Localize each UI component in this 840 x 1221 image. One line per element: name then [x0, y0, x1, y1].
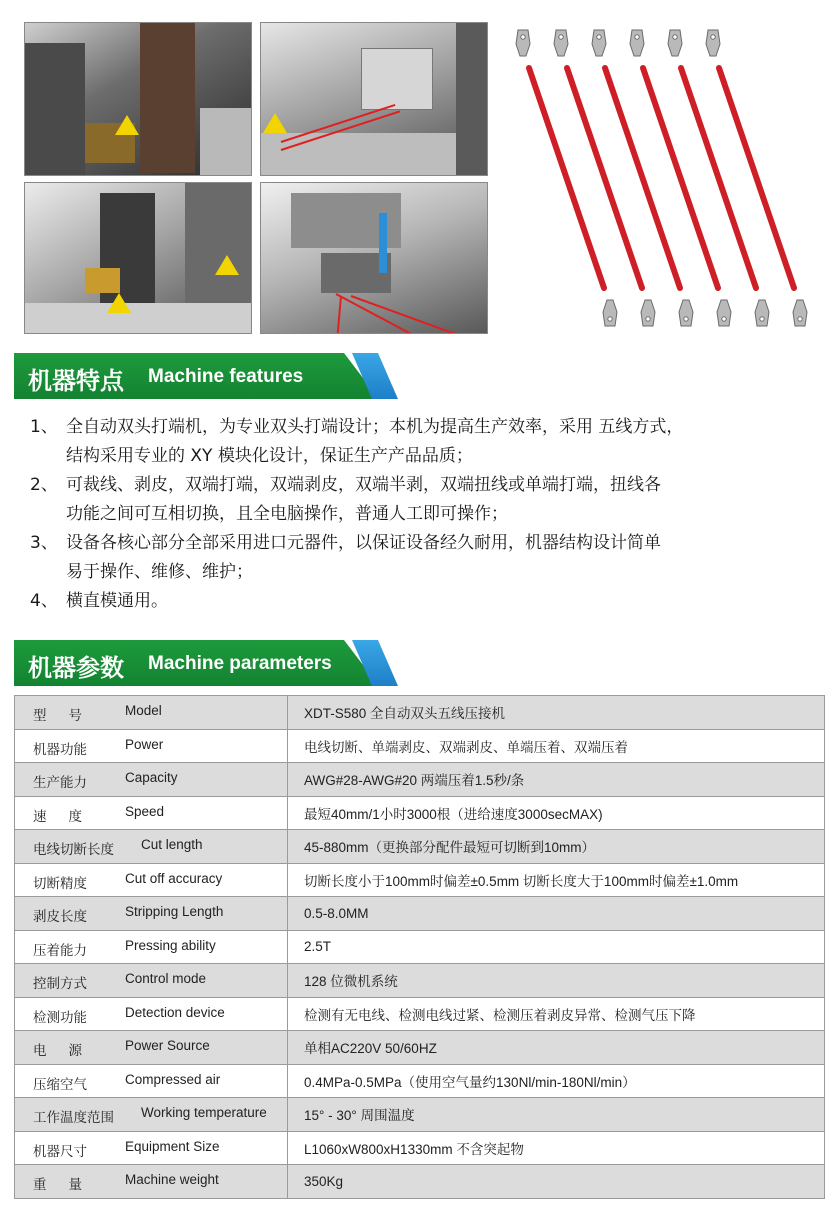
crimp-terminal: [755, 300, 769, 326]
param-name-cn: 剥皮长度: [33, 909, 87, 925]
features-title-en: Machine features: [148, 366, 304, 387]
param-name-en: Working temperature: [141, 1105, 267, 1120]
param-name-en: Capacity: [125, 770, 178, 785]
param-value-cell: 350Kg: [288, 1165, 825, 1199]
feature-number: 3、: [30, 533, 58, 553]
feature-number: 4、: [30, 591, 58, 611]
param-name-cn: 压着能力: [33, 942, 87, 959]
feature-line: 设备各核心部分全部采用进口元器件，以保证设备经久耐用，机器结构设计简单: [66, 533, 661, 553]
terminal-hole: [760, 317, 764, 321]
photo-crimp-head-closeup: [24, 22, 252, 176]
param-name-cn: 机器尺寸: [33, 1143, 87, 1160]
parameters-banner: [14, 640, 398, 686]
feature-line: 横直模通用。: [66, 591, 168, 611]
feature-item: [30, 471, 810, 529]
feature-number: 1、: [30, 417, 58, 437]
param-name-cn: 生产能力: [33, 775, 87, 791]
red-wire: [605, 68, 680, 288]
param-name-en: Cut off accuracy: [125, 870, 223, 886]
red-wire: [719, 68, 794, 288]
crimp-terminal: [717, 300, 731, 326]
table-row: [15, 1098, 825, 1132]
param-name-cell: [15, 796, 288, 830]
feature-line: 可裁线、剥皮，双端打端，双端剥皮，双端半剥，双端扭线或单端打端，扭线各: [66, 475, 661, 495]
photo-wire-feeder-laser: [260, 22, 488, 176]
param-value-cell: 切断长度小于100mm时偏差±0.5mm 切断长度大于100mm时偏差±1.0mm: [288, 863, 825, 897]
param-name-cell: [15, 1098, 288, 1132]
param-name-en: Detection device: [125, 1004, 225, 1020]
terminal-hole: [798, 317, 802, 321]
param-name-cell: [15, 1064, 288, 1098]
param-name-cell: [15, 897, 288, 931]
crimp-terminal: [592, 30, 606, 56]
table-row: [15, 729, 825, 763]
red-wire: [681, 68, 756, 288]
param-name-en: Power Source: [125, 1038, 210, 1053]
terminal-hole: [597, 35, 601, 39]
param-name-en: Machine weight: [125, 1172, 219, 1187]
crimp-terminal: [641, 300, 655, 326]
param-value-cell: 0.4MPa-0.5MPa（使用空气量约130Nl/min-180Nl/min）: [288, 1064, 825, 1098]
param-name-cn: 速度: [33, 808, 104, 825]
table-row: [15, 796, 825, 830]
param-value-cell: L1060xW800xH1330mm 不含突起物: [288, 1131, 825, 1165]
terminal-hole: [608, 317, 612, 321]
param-name-cn: 压缩空气: [33, 1076, 87, 1093]
param-name-cell: [15, 863, 288, 897]
param-name-cn: 控制方式: [33, 976, 87, 992]
crimp-terminal: [554, 30, 568, 56]
feature-line: 结构采用专业的 XY 模块化设计，保证生产产品品质；: [66, 446, 473, 466]
red-wire: [643, 68, 718, 288]
terminal-hole: [722, 317, 726, 321]
crimp-terminal: [706, 30, 720, 56]
table-row: [15, 1064, 825, 1098]
param-name-cell: [15, 997, 288, 1031]
photo-crimp-applicator: [24, 182, 252, 334]
param-name-en: Equipment Size: [125, 1138, 220, 1154]
table-row: [15, 863, 825, 897]
param-name-en: Compressed air: [125, 1071, 221, 1087]
feature-line: 易于操作、维修、维护；: [66, 562, 253, 582]
parameters-table: [14, 695, 825, 1199]
table-row: [15, 930, 825, 964]
feature-number: 2、: [30, 475, 58, 495]
table-row: [15, 1031, 825, 1065]
table-row: [15, 1165, 825, 1199]
terminal-hole: [684, 317, 688, 321]
terminal-hole: [521, 35, 525, 39]
parameters-title-cn: 机器参数: [28, 654, 124, 682]
param-name-cell: [15, 729, 288, 763]
crimp-terminal: [516, 30, 530, 56]
param-name-cn: 机器功能: [33, 741, 87, 758]
crimp-terminal: [793, 300, 807, 326]
feature-line: 全自动双头打端机，为专业双头打端设计；本机为提高生产效率，采用 五线方式，: [66, 417, 684, 437]
param-name-cell: [15, 1131, 288, 1165]
red-wire: [567, 68, 642, 288]
param-name-en: Power: [125, 736, 164, 752]
param-value-cell: 最短40mm/1小时3000根（进给速度3000secMAX): [288, 796, 825, 830]
photo-twisting-unit: [260, 182, 488, 334]
param-name-en: Speed: [125, 803, 165, 819]
terminal-hole: [711, 35, 715, 39]
param-name-cell: [15, 763, 288, 797]
param-value-cell: XDT-S580 全自动双头五线压接机: [288, 696, 825, 730]
terminal-hole: [673, 35, 677, 39]
param-name-cn: 电源: [33, 1043, 104, 1059]
param-name-cell: [15, 830, 288, 864]
table-row: [15, 997, 825, 1031]
red-wire: [529, 68, 604, 288]
terminal-hole: [635, 35, 639, 39]
param-name-en: Control mode: [125, 971, 207, 986]
param-value-cell: AWG#28-AWG#20 两端压着1.5秒/条: [288, 763, 825, 797]
features-title-cn: 机器特点: [28, 367, 124, 395]
terminal-hole: [559, 35, 563, 39]
crimp-terminal: [630, 30, 644, 56]
param-name-en: Stripping Length: [125, 904, 224, 919]
param-name-cn: 重量: [33, 1177, 104, 1193]
param-value-cell: 15° - 30° 周围温度: [288, 1098, 825, 1132]
param-value-cell: 128 位微机系统: [288, 964, 825, 998]
param-value-cell: 45-880mm（更换部分配件最短可切断到10mm）: [288, 830, 825, 864]
feature-item: [30, 587, 810, 616]
table-row: [15, 830, 825, 864]
param-value-cell: 单相AC220V 50/60HZ: [288, 1031, 825, 1065]
param-name-cn: 电线切断长度: [33, 842, 114, 858]
features-list: [30, 413, 810, 616]
param-name-cell: [15, 964, 288, 998]
feature-item: [30, 413, 810, 471]
table-row: [15, 1131, 825, 1165]
table-row: [15, 696, 825, 730]
param-value-cell: 检测有无电线、检测电线过紧、检测压着剥皮异常、检测气压下降: [288, 997, 825, 1031]
feature-item: [30, 529, 810, 587]
table-row: [15, 897, 825, 931]
terminal-hole: [646, 317, 650, 321]
param-name-cn: 检测功能: [33, 1009, 87, 1026]
param-name-cn: 工作温度范围: [33, 1110, 114, 1126]
param-name-en: Pressing ability: [125, 937, 216, 953]
param-name-cn: 型号: [33, 708, 104, 724]
table-row: [15, 763, 825, 797]
param-name-cell: [15, 696, 288, 730]
features-banner: [14, 353, 398, 399]
param-name-en: Cut length: [141, 837, 203, 852]
param-name-cell: [15, 1165, 288, 1199]
param-value-cell: 0.5-8.0MM: [288, 897, 825, 931]
crimp-terminal: [679, 300, 693, 326]
param-name-cell: [15, 1031, 288, 1065]
param-name-cell: [15, 930, 288, 964]
crimp-terminal: [603, 300, 617, 326]
crimp-terminal: [668, 30, 682, 56]
feature-line: 功能之间可互相切换，且全电脑操作，普通人工即可操作；: [66, 504, 508, 524]
param-name-cn: 切断精度: [33, 875, 87, 892]
parameters-title-en: Machine parameters: [148, 653, 332, 674]
finished-wire-harness: [505, 22, 825, 334]
param-value-cell: 电线切断、单端剥皮、双端剥皮、单端压着、双端压着: [288, 729, 825, 763]
table-row: [15, 964, 825, 998]
param-name-en: Model: [125, 703, 162, 718]
param-value-cell: 2.5T: [288, 930, 825, 964]
